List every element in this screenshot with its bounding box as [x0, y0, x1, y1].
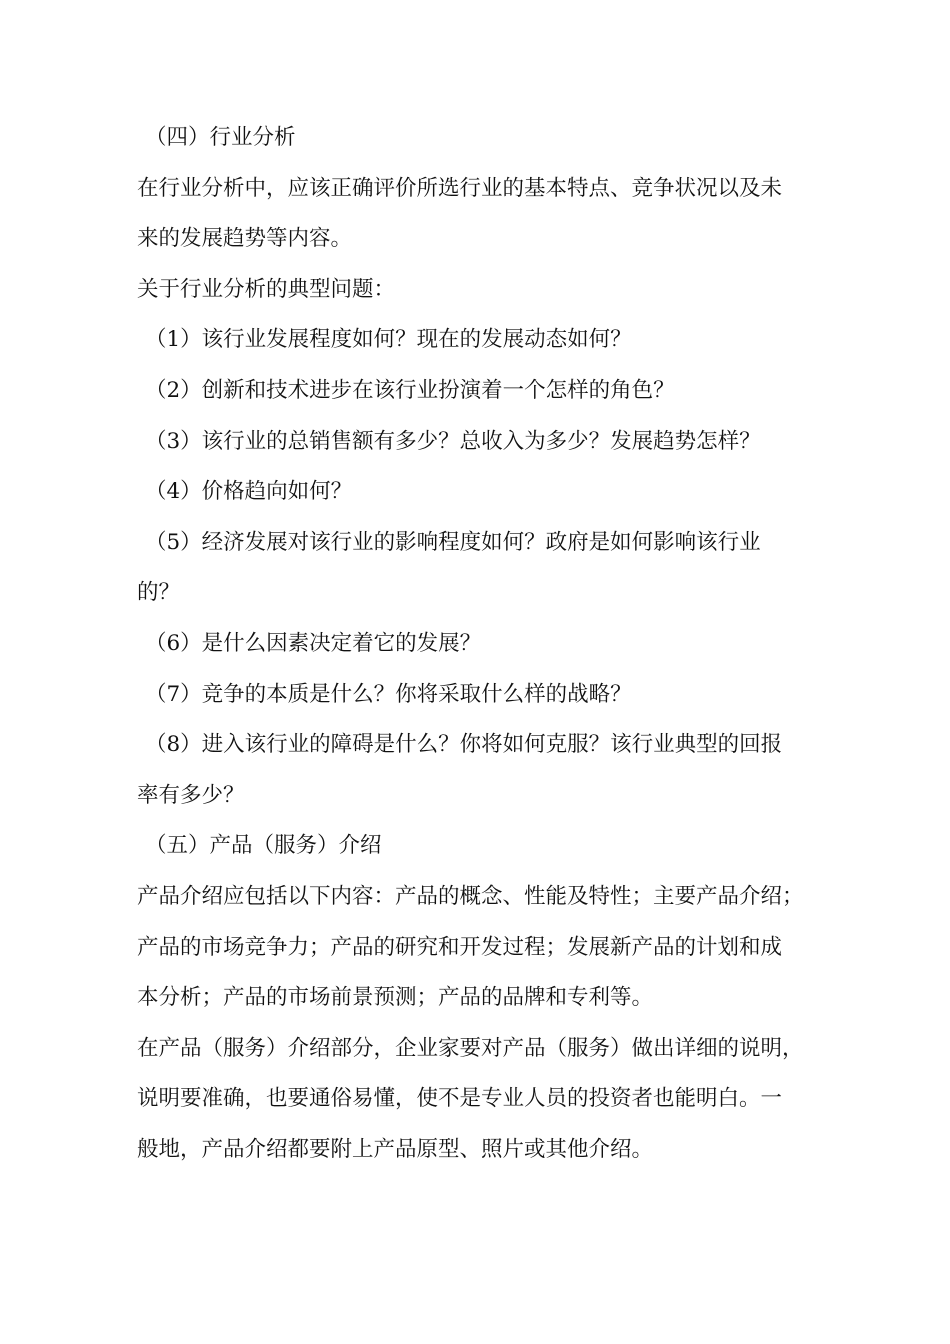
section-heading-product-intro: （五）产品（服务）介绍	[145, 833, 382, 859]
paragraph-line: 关于行业分析的典型问题：	[137, 276, 396, 302]
paragraph-line: 产品介绍应包括以下内容：产品的概念、性能及特性；主要产品介绍；	[137, 883, 804, 909]
question-item-5: （5）经济发展对该行业的影响程度如何？政府是如何影响该行业	[145, 529, 761, 555]
question-item-8-continued: 率有多少？	[137, 782, 245, 808]
paragraph-line: 在产品（服务）介绍部分，企业家要对产品（服务）做出详细的说明，	[137, 1035, 804, 1061]
paragraph-line: 本分析；产品的市场前景预测；产品的品牌和专利等。	[137, 985, 654, 1011]
question-item-3: （3）该行业的总销售额有多少？总收入为多少？发展趋势怎样？	[145, 428, 761, 454]
paragraph-line: 来的发展趋势等内容。	[137, 226, 353, 252]
document-body	[137, 113, 817, 1175]
question-item-1: （1）该行业发展程度如何？现在的发展动态如何？	[145, 327, 632, 353]
paragraph-line: 在行业分析中，应该正确评价所选行业的基本特点、竞争状况以及未	[137, 175, 783, 201]
question-item-4: （4）价格趋向如何？	[145, 479, 353, 505]
question-item-7: （7）竞争的本质是什么？你将采取什么样的战略？	[145, 681, 632, 707]
question-item-5-continued: 的？	[137, 580, 181, 606]
paragraph-line: 般地，产品介绍都要附上产品原型、照片或其他介绍。	[137, 1136, 654, 1162]
section-heading-industry-analysis: （四）行业分析	[145, 125, 296, 150]
question-item-8: （8）进入该行业的障碍是什么？你将如何克服？该行业典型的回报	[145, 732, 783, 758]
question-item-2: （2）创新和技术进步在该行业扮演着一个怎样的角色？	[145, 377, 675, 403]
question-item-6: （6）是什么因素决定着它的发展？	[145, 630, 482, 656]
paragraph-line: 产品的市场竞争力；产品的研究和开发过程；发展新产品的计划和成	[137, 934, 783, 960]
paragraph-line: 说明要准确，也要通俗易懂，使不是专业人员的投资者也能明白。一	[137, 1086, 783, 1112]
